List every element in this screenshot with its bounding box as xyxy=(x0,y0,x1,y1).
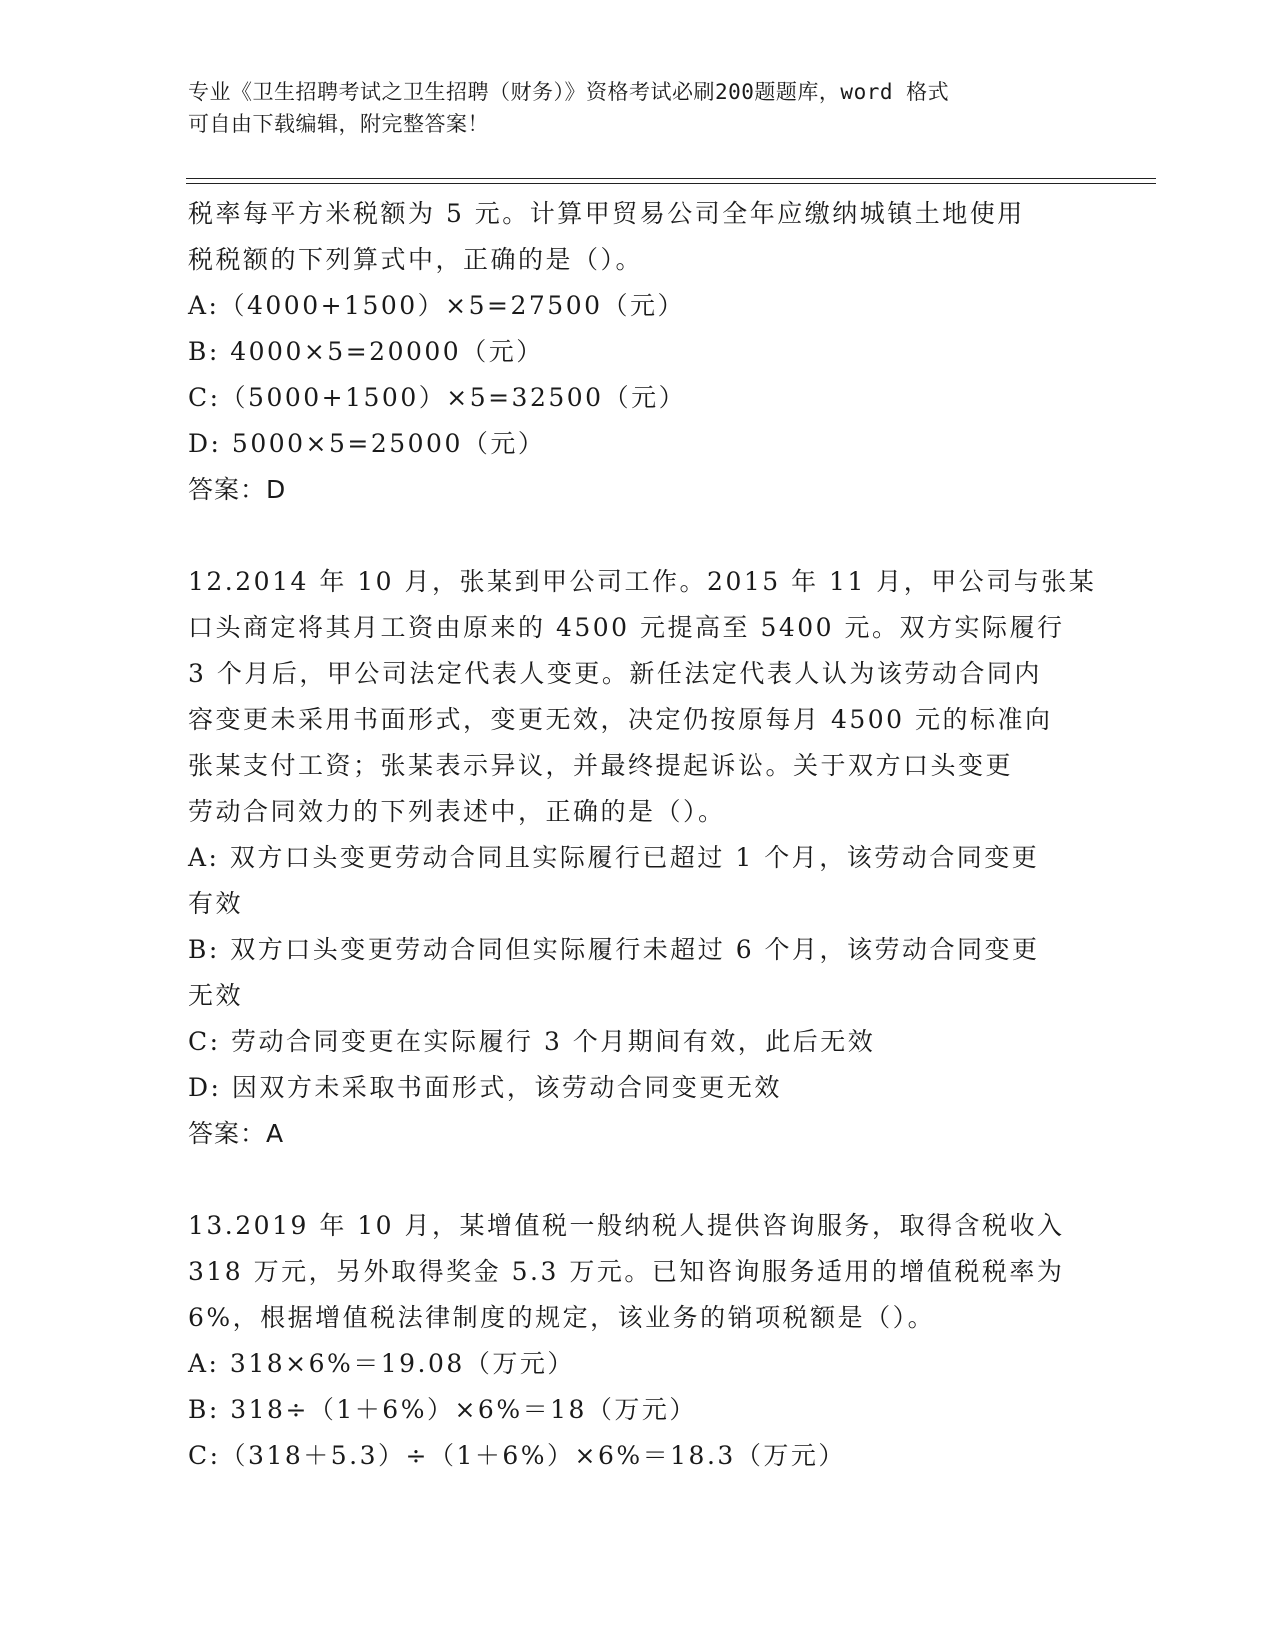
question-stem-line: 6%，根据增值税法律制度的规定，该业务的销项税额是（）。 xyxy=(188,1303,936,1332)
question-stem-line: 318 万元，另外取得奖金 5.3 万元。已知咨询服务适用的增值税税率为 xyxy=(188,1257,1065,1286)
question-11 xyxy=(188,191,1088,513)
header-title-line-2: 可自由下载编辑，附完整答案！ xyxy=(188,112,489,136)
option-b: B: 4000×5=20000（元） xyxy=(188,337,544,366)
header-divider-top xyxy=(186,178,1156,179)
option-b-continued: 无效 xyxy=(188,981,244,1010)
option-d: D: 因双方未采取书面形式，该劳动合同变更无效 xyxy=(188,1073,782,1102)
spacer xyxy=(188,1157,1088,1203)
option-c: C: 劳动合同变更在实际履行 3 个月期间有效，此后无效 xyxy=(188,1027,876,1056)
option-d: D: 5000×5=25000（元） xyxy=(188,429,546,458)
question-stem-line: 13.2019 年 10 月，某增值税一般纳税人提供咨询服务，取得含税收入 xyxy=(188,1211,1065,1240)
option-b: B: 双方口头变更劳动合同但实际履行未超过 6 个月，该劳动合同变更 xyxy=(188,935,1040,964)
question-12 xyxy=(188,559,1097,1157)
option-c: C:（5000+1500）×5=32500（元） xyxy=(188,383,687,412)
header-divider-bottom xyxy=(186,183,1156,184)
option-a: A:（4000+1500）×5=27500（元） xyxy=(188,291,685,320)
option-a-continued: 有效 xyxy=(188,889,244,918)
answer-label: 答案：A xyxy=(188,1119,285,1148)
question-stem-line: 张某支付工资；张某表示异议，并最终提起诉讼。关于双方口头变更 xyxy=(188,751,1014,780)
option-a: A: 318×6%＝19.08（万元） xyxy=(188,1349,575,1378)
question-13 xyxy=(188,1203,1088,1479)
spacer xyxy=(188,513,1088,559)
question-stem-line: 口头商定将其月工资由原来的 4500 元提高至 5400 元。双方实际履行 xyxy=(188,613,1065,642)
answer-label: 答案：D xyxy=(188,475,287,504)
question-stem-line: 3 个月后，甲公司法定代表人变更。新任法定代表人认为该劳动合同内 xyxy=(188,659,1042,688)
question-stem-line: 税税额的下列算式中，正确的是（）。 xyxy=(188,245,644,274)
option-a: A: 双方口头变更劳动合同且实际履行已超过 1 个月，该劳动合同变更 xyxy=(188,843,1040,872)
question-stem-line: 劳动合同效力的下列表述中，正确的是（）。 xyxy=(188,797,726,826)
header-title-line-1: 专业《卫生招聘考试之卫生招聘（财务）》资格考试必刷200题题库，word 格式 xyxy=(188,80,950,104)
page-header xyxy=(188,76,1068,140)
question-stem-line: 税率每平方米税额为 5 元。计算甲贸易公司全年应缴纳城镇土地使用 xyxy=(188,199,1025,228)
question-stem-line: 容变更未采用书面形式，变更无效，决定仍按原每月 4500 元的标准向 xyxy=(188,705,1053,734)
question-stem-line: 12.2014 年 10 月，张某到甲公司工作。2015 年 11 月，甲公司与张某 xyxy=(188,567,1097,596)
option-b: B: 318÷（1＋6%）×6%＝18（万元） xyxy=(188,1395,697,1424)
question-content xyxy=(188,191,1097,1479)
option-c: C:（318＋5.3）÷（1＋6%）×6%＝18.3（万元） xyxy=(188,1441,846,1470)
